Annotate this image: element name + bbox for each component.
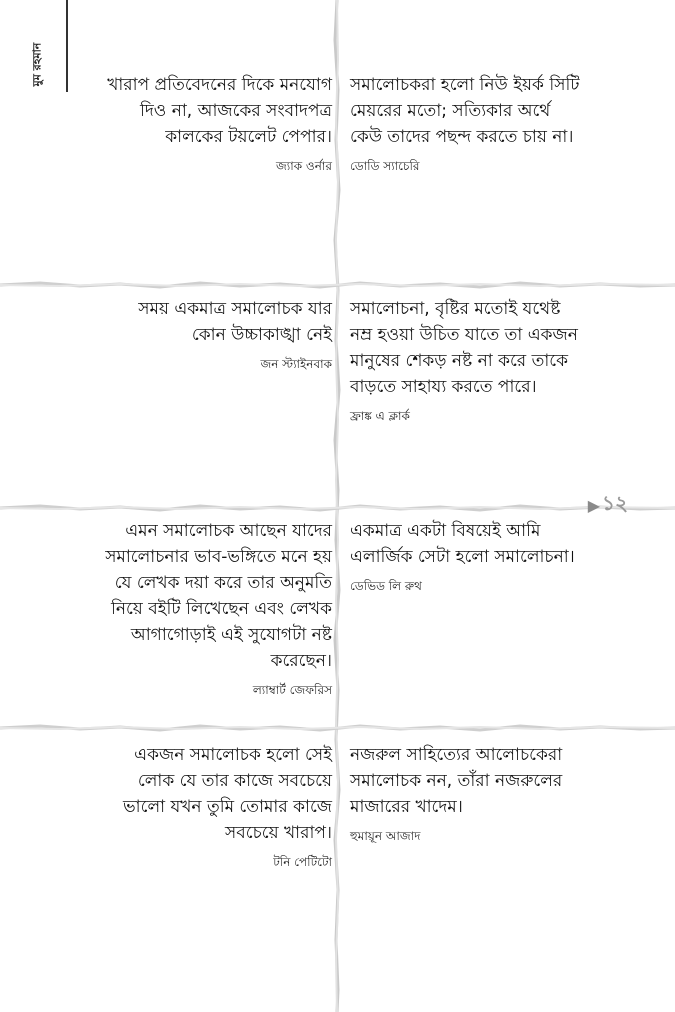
quote-block: [92, 296, 332, 376]
quote-block: [82, 742, 332, 874]
quote-text: এমন সমালোচক আছেন যাদের সমালোচনার ভাব-ভঙ্গিতে মনে হয় যে লেখক দয়া করে তার অনুমতি নিয়ে বইটি লিখেছেন এবং লেখক আগাগোড়াই এই সুযোগটা নষ্ট করেছেন।: [105, 521, 332, 671]
quote-text: নজরুল সাহিত্যের আলোচকেরা সমালোচক নন, তাঁরা নজরুলের মাজারের খাদেম।: [350, 745, 563, 817]
quote-text: একজন সমালোচক হলো সেই লোক যে তার কাজে সবচেয়ে ভালো যখন তুমি তোমার কাজে সবচেয়ে খারাপ।: [123, 745, 332, 843]
page-number-value: ১২: [602, 490, 628, 515]
page-number: [588, 492, 628, 518]
quote-block: [62, 72, 332, 178]
arrow-icon: ▶: [587, 495, 601, 515]
horizontal-torn-divider: [0, 722, 675, 734]
quote-block: [350, 72, 630, 178]
quote-author: ফ্রাঙ্ক এ ক্লার্ক: [350, 409, 410, 423]
quote-block: [350, 296, 630, 428]
quote-author: হুমায়ূন আজাদ: [350, 829, 421, 843]
horizontal-torn-divider: [0, 502, 675, 514]
quote-author: জন স্ট্যাইনবাক: [260, 357, 332, 371]
horizontal-torn-divider: [0, 279, 675, 291]
quote-author: ল্যাম্বার্ট জেফরিস: [252, 683, 332, 697]
quote-author: ডেভিড লি রুথ: [350, 579, 422, 593]
quote-author: টনি পেটিটো: [273, 855, 332, 869]
quote-author: ডোডি স্যাচেরি: [350, 159, 420, 173]
quote-text: সময় একমাত্র সমালোচক যার কোন উচ্চাকাঙ্খা নেই: [138, 299, 332, 345]
quote-author: জ্যাক ওর্নার: [276, 159, 332, 173]
quote-text: সমালোচনা, বৃষ্টির মতোই যথেষ্ট নম্র হওয়া উচিত যাতে তা একজন মানুষের শেকড় নষ্ট না করে তাকে বাড়তে সাহায্য করতে পারে।: [350, 299, 578, 397]
quote-block: [350, 742, 630, 848]
quote-text: খারাপ প্রতিবেদনের দিকে মনযোগ দিও না, আজকের সংবাদপত্র কালকের টয়লেট পেপার।: [107, 75, 332, 147]
quote-block: [72, 518, 332, 702]
running-title: মুম রহমান: [30, 42, 44, 86]
running-header: [26, 34, 50, 94]
quote-text: সমালোচকরা হলো নিউ ইয়র্ক সিটি মেয়রের মতো; সত্যিকার অর্থে কেউ তাদের পছন্দ করতে চায় না।: [350, 75, 580, 147]
quote-block: [350, 518, 630, 598]
quote-text: একমাত্র একটা বিষয়েই আমি এলার্জিক সেটা হলো সমালোচনা।: [350, 521, 575, 567]
